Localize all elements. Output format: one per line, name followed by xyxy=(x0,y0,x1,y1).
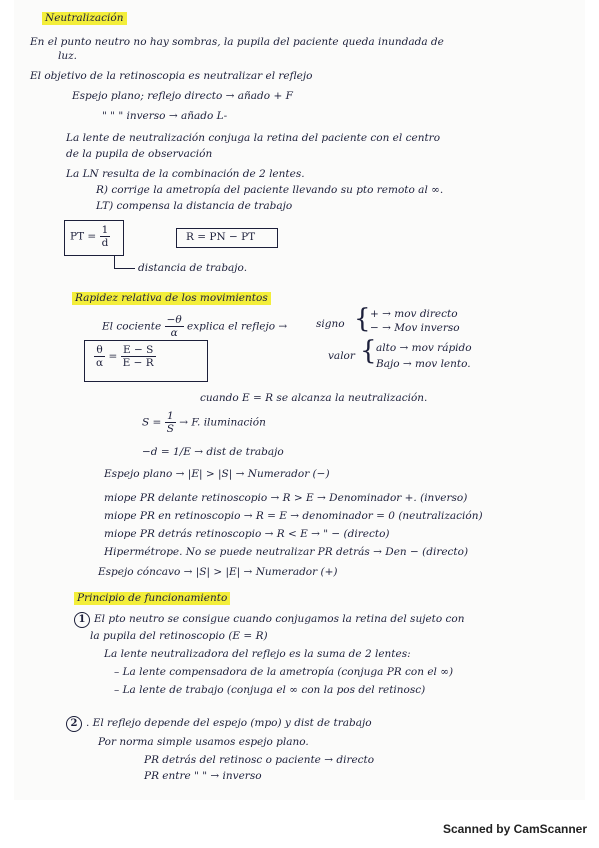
d-line: −d = 1/E → dist de trabajo xyxy=(142,446,284,458)
scanned-page xyxy=(14,0,585,800)
text-line: LT) compensa la distancia de trabajo xyxy=(96,200,293,212)
arrow-icon: → xyxy=(278,320,288,333)
formula-pt-den: d xyxy=(101,237,109,249)
brace-icon: { xyxy=(354,304,371,334)
signo-plus: + → mov directo xyxy=(370,308,458,320)
s-note: → F. iluminación xyxy=(179,416,266,429)
item2-line: . El reflejo depende del espejo (mpo) y dist de trabajo xyxy=(86,717,372,729)
boxed-rhs-den: E − R xyxy=(122,357,154,369)
text-line: – La lente compensadora de la ametropía (conjuga PR con el ∞) xyxy=(114,666,454,678)
valor-label: valor xyxy=(328,350,355,362)
explica-text: explica el reflejo xyxy=(187,320,276,333)
boxed-lhs-num: θ xyxy=(94,344,105,357)
s-lhs: S = xyxy=(142,416,162,429)
text-line: miope PR en retinoscopio → R = E → denominador = 0 (neutralización) xyxy=(104,510,483,522)
text-line: La LN resulta de la combinación de 2 lentes. xyxy=(66,168,305,180)
text-line: Espejo plano → |E| > |S| → Numerador (−) xyxy=(104,468,330,480)
text-line: la pupila del retinoscopio (E = R) xyxy=(90,630,268,642)
number-one-circle: 1 xyxy=(74,612,90,628)
formula-r: R = PN − PT xyxy=(186,231,256,243)
text-line: PR detrás del retinosc o paciente → directo xyxy=(144,754,375,766)
signo-minus: − → Mov inverso xyxy=(370,322,460,334)
formula-cociente xyxy=(94,344,156,369)
s-num: 1 xyxy=(165,410,176,423)
boxed-lhs-den: α xyxy=(96,357,104,369)
text-line: Espejo plano; reflejo directo → añado + F xyxy=(72,90,293,102)
valor-alto: alto → mov rápido xyxy=(376,342,472,354)
heading-principio: Principio de funcionamiento xyxy=(74,592,230,605)
text-line: Por norma simple usamos espejo plano. xyxy=(98,736,309,748)
text-line: La lente neutralizadora del reflejo es la suma de 2 lentes: xyxy=(104,648,411,660)
number-two-circle: 2 xyxy=(66,716,82,732)
equals-sign: = xyxy=(108,350,118,363)
text-line: de la pupila de observación xyxy=(66,148,213,160)
formula-pt xyxy=(70,224,110,249)
item1-first-line xyxy=(74,612,465,628)
valor-bajo: Bajo → mov lento. xyxy=(376,358,471,370)
heading-rapidez: Rapidez relativa de los movimientos xyxy=(72,292,271,305)
text-line: miope PR detrás retinoscopio → R < E → " − (directo) xyxy=(104,528,390,540)
cociente-num: −θ xyxy=(166,314,182,326)
text-line: miope PR delante retinoscopio → R > E → Denominador +. (inverso) xyxy=(104,492,468,504)
formula-pt-lhs: PT = xyxy=(70,230,97,243)
text-line: luz. xyxy=(58,50,77,62)
text-line: – La lente de trabajo (conjuga el ∞ con la pos del retinosc) xyxy=(114,684,426,696)
heading-neutralizacion: Neutralización xyxy=(42,12,127,25)
text-line: " " " inverso → añado L- xyxy=(102,110,228,122)
formula-pt-num: 1 xyxy=(100,224,111,237)
cociente-fraction xyxy=(165,314,184,339)
item1-line: El pto neutro se consigue cuando conjugamos la retina del sujeto con xyxy=(94,613,465,625)
text-line: Espejo cóncavo → |S| > |E| → Numerador (+) xyxy=(98,566,338,578)
item2-first-line xyxy=(66,716,372,732)
cuando-line: cuando E = R se alcanza la neutralización. xyxy=(200,392,428,404)
text-line: El objetivo de la retinoscopia es neutralizar el reflejo xyxy=(30,70,313,82)
boxed-rhs-num: E − S xyxy=(121,344,156,357)
cociente-text: El cociente xyxy=(102,320,162,333)
text-line: En el punto neutro no hay sombras, la pupila del paciente queda inundada de xyxy=(30,36,444,48)
distance-label: distancia de trabajo. xyxy=(138,262,248,274)
formula-pt-fraction xyxy=(100,224,111,249)
text-line: R) corrige la ametropía del paciente llevando su pto remoto al ∞. xyxy=(96,184,444,196)
cociente-den: α xyxy=(170,327,178,339)
text-line: La lente de neutralización conjuga la retina del paciente con el centro xyxy=(66,132,441,144)
s-formula xyxy=(142,410,266,435)
signo-label: signo xyxy=(316,318,345,330)
text-line: PR entre " " → inverso xyxy=(144,770,262,782)
s-den: S xyxy=(166,423,174,435)
text-line: Hipermétrope. No se puede neutralizar PR detrás → Den − (directo) xyxy=(104,546,469,558)
scanner-watermark: Scanned by CamScanner xyxy=(442,822,587,836)
s-fraction xyxy=(165,410,176,435)
connector-line xyxy=(114,256,135,269)
brace-icon: { xyxy=(360,336,377,366)
boxed-rhs-fraction xyxy=(121,344,156,369)
boxed-lhs-fraction xyxy=(94,344,105,369)
cociente-line xyxy=(102,314,287,339)
